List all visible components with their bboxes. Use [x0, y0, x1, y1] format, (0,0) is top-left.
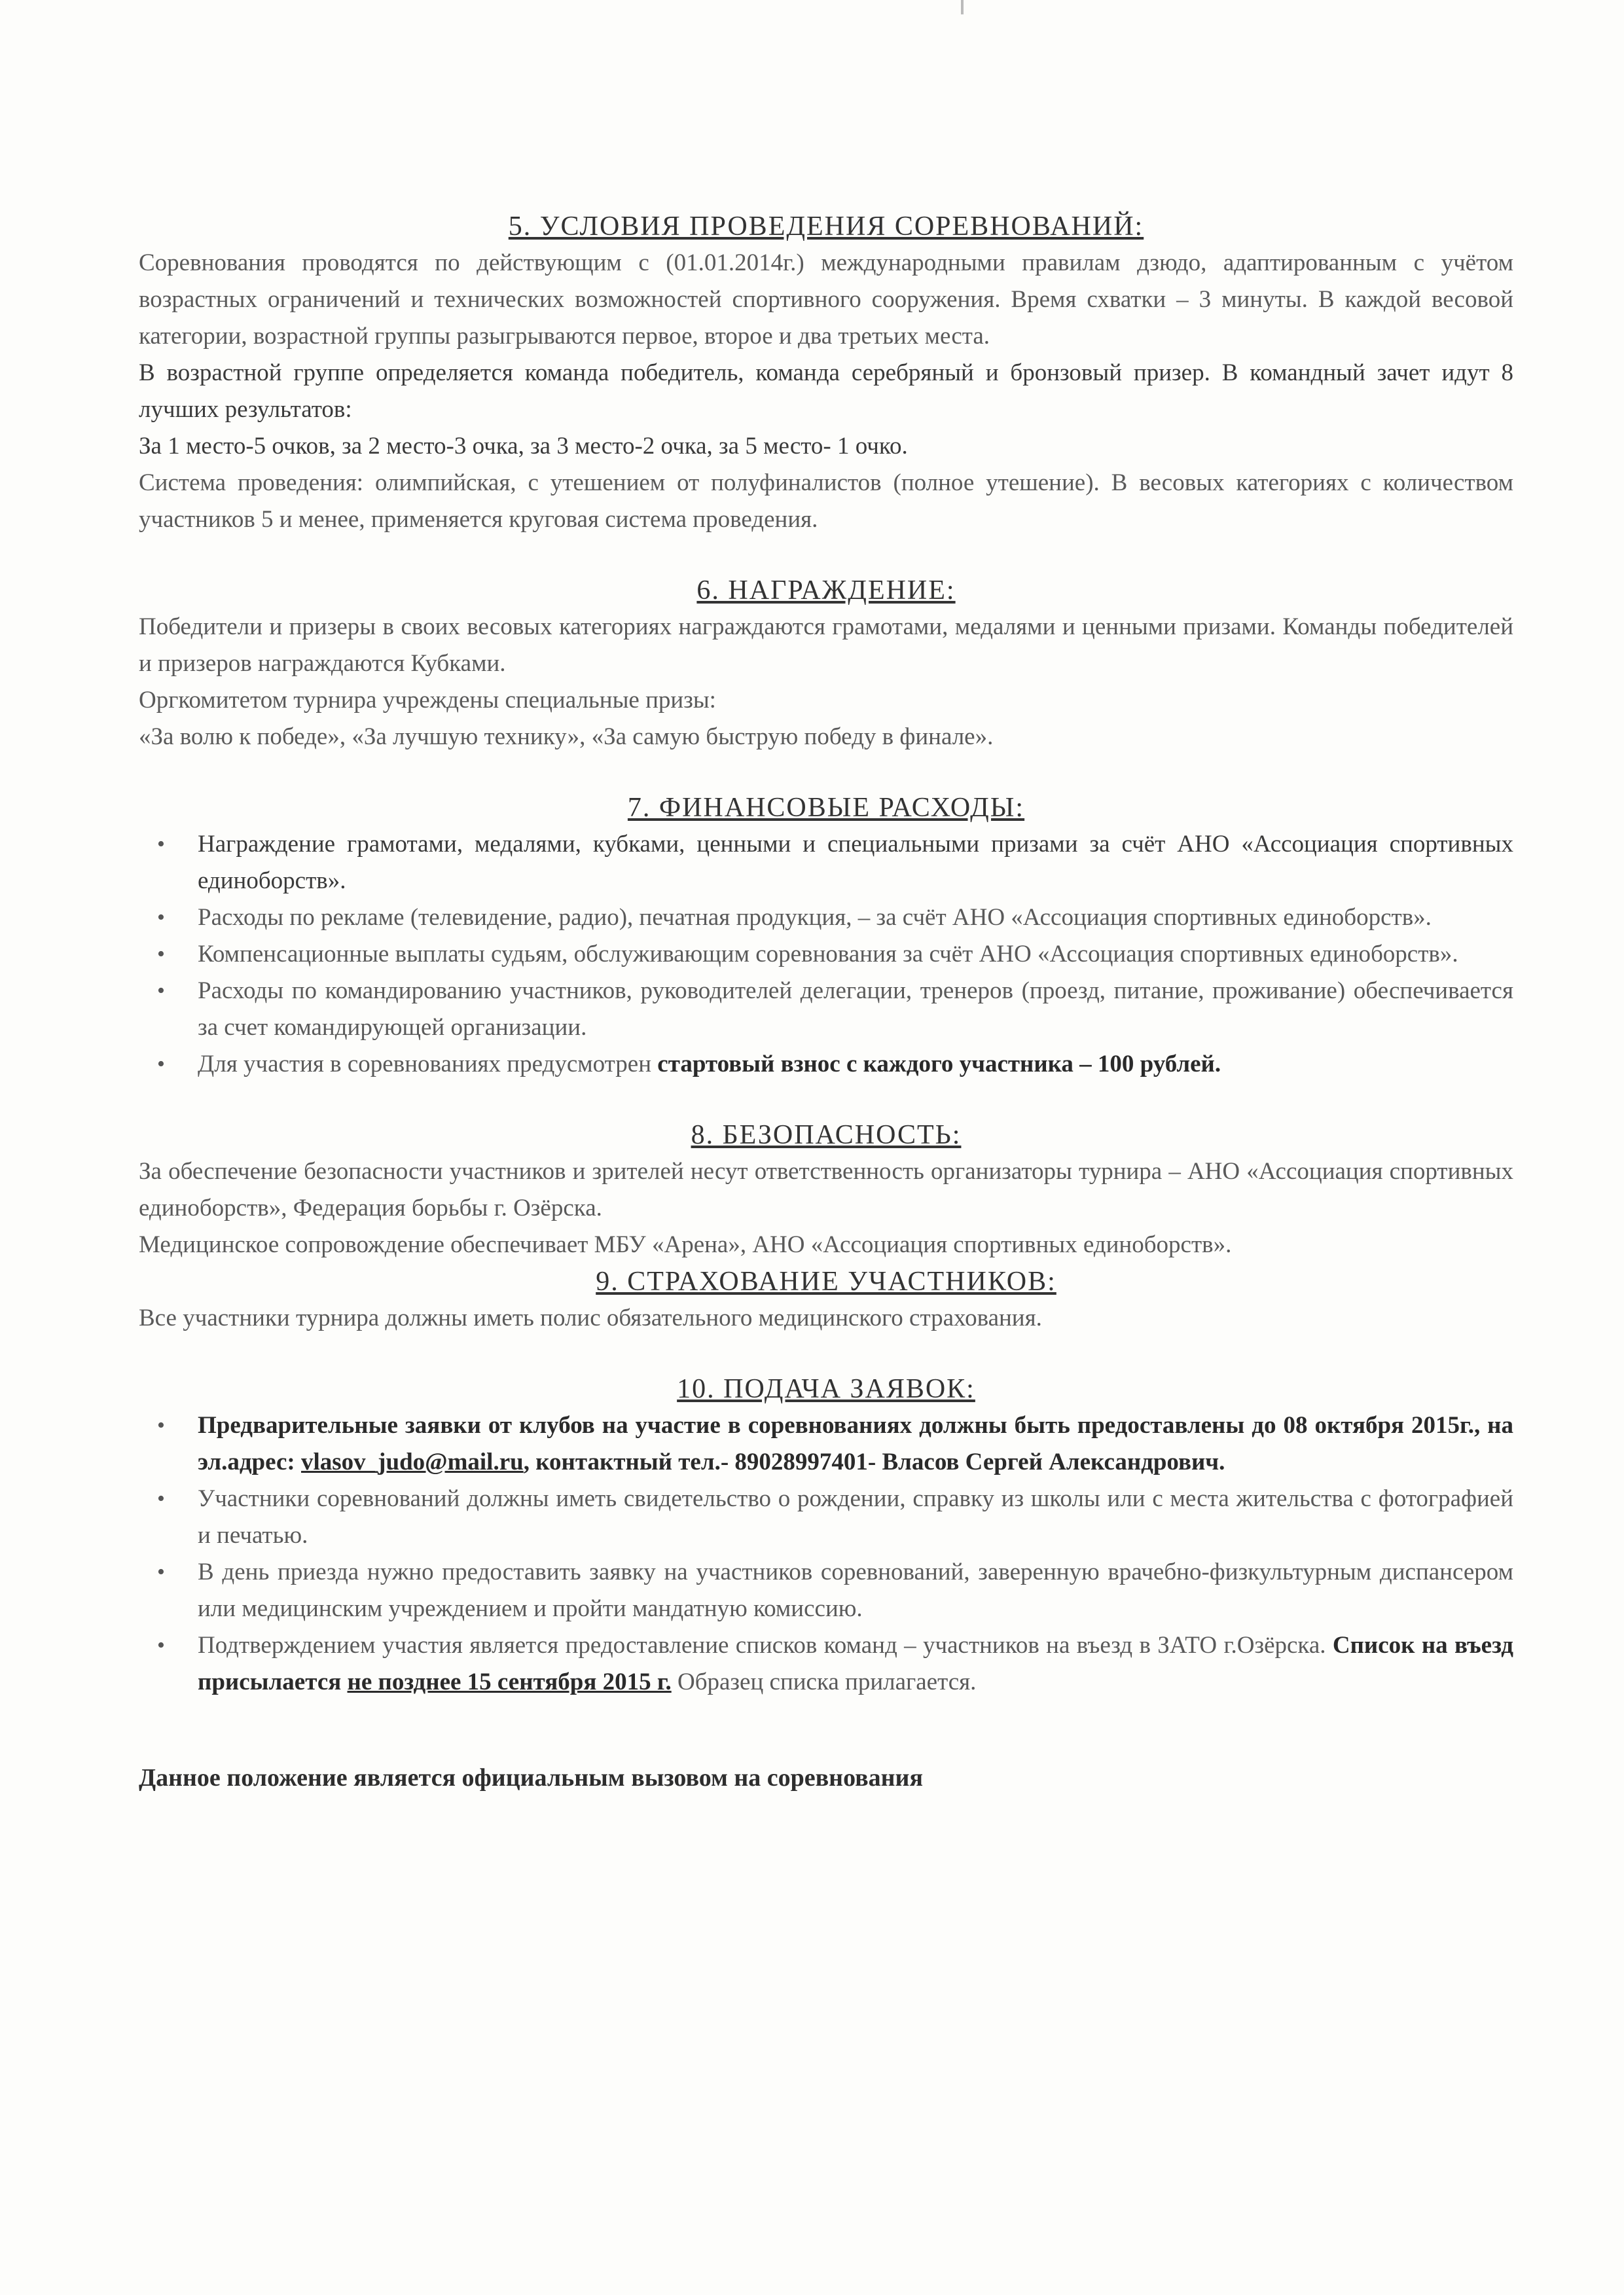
- list-item: [139, 1407, 1513, 1481]
- list-item-text: Участники соревнований должны иметь свидетельство о рождении, справку из школы или с места жительства с фотографией и печатью.: [198, 1485, 1513, 1549]
- bullet-icon: •: [157, 1413, 165, 1437]
- section-finance: [139, 789, 1513, 1083]
- bullet-list: [139, 826, 1513, 1083]
- paragraph: Медицинское сопровождение обеспечивает МБУ «Арена», АНО «Ассоциация спортивных единоборств».: [139, 1231, 1232, 1258]
- section-insurance: [139, 1263, 1513, 1337]
- bullet-list: [139, 1407, 1513, 1701]
- paragraph: В возрастной группе определяется команда победитель, команда серебряный и бронзовый призер. В командный зачет идут 8 лучших результатов:: [139, 359, 1513, 423]
- section-heading: 10. ПОДАЧА ЗАЯВОК:: [677, 1374, 975, 1404]
- bullet-icon: •: [157, 905, 165, 930]
- paragraph: Соревнования проводятся по действующим с (01.01.2014г.) международными правилам дзюдо, адаптированным с учётом возрастных ограничений и технических возможностей спортивного сооружения. Время схватки – 3 минуты. В каждой весовой категории, возрастной группы разыгрываются первое, второе и два третьих места.: [139, 249, 1513, 350]
- paragraph: Оргкомитетом турнира учреждены специальные призы:: [139, 687, 716, 714]
- paragraph: Система проведения: олимпийская, с утешением от полуфиналистов (полное утешение). В весовых категориях с количеством участников 5 и менее, применяется круговая система проведения.: [139, 469, 1513, 533]
- paragraph: Победители и призеры в своих весовых категориях награждаются грамотами, медалями и ценными призами. Команды победителей и призеров награждаются Кубками.: [139, 613, 1513, 677]
- list-item-text: Расходы по командированию участников, руководителей делегации, тренеров (проезд, питание, проживание) обеспечивается за счет командирующей организации.: [198, 977, 1513, 1041]
- document-body: [139, 208, 1513, 1821]
- bullet-icon: •: [157, 1487, 165, 1511]
- list-item-text: Компенсационные выплаты судьям, обслуживающим соревнования за счёт АНО «Ассоциация спортивных единоборств».: [198, 941, 1458, 967]
- paragraph: За 1 место-5 очков, за 2 место-3 очка, за 3 место-2 очка, за 5 место- 1 очко.: [139, 433, 908, 460]
- deadline-text: не позднее 15 сентября 2015 г.: [347, 1669, 672, 1695]
- list-item: [139, 1481, 1513, 1554]
- list-item-text: Подтверждением участия является предоставление списков команд – участников на въезд в ЗАТО г.Озёрска.: [198, 1632, 1333, 1659]
- bullet-icon: •: [157, 942, 165, 966]
- list-item-text: Список на въезд присылается: [198, 1632, 1513, 1695]
- paragraph: «За волю к победе», «За лучшую технику», «За самую быструю победу в финале».: [139, 723, 994, 750]
- bullet-icon: •: [157, 1633, 165, 1657]
- bullet-icon: •: [157, 979, 165, 1003]
- scan-mark: [961, 0, 964, 14]
- section-heading: 9. СТРАХОВАНИЕ УЧАСТНИКОВ:: [596, 1267, 1056, 1297]
- list-item-text: Награждение грамотами, медалями, кубками, ценными и специальными призами за счёт АНО «Ассоциация спортивных единоборств».: [198, 831, 1513, 894]
- list-item-text: Расходы по рекламе (телевидение, радио), печатная продукция, – за счёт АНО «Ассоциация спортивных единоборств».: [198, 904, 1432, 931]
- paragraph: Все участники турнира должны иметь полис обязательного медицинского страхования.: [139, 1305, 1042, 1331]
- section-awards: [139, 572, 1513, 755]
- list-item: [139, 1627, 1513, 1701]
- list-item: [139, 973, 1513, 1046]
- paragraph: За обеспечение безопасности участников и зрителей несут ответственность организаторы турнира – АНО «Ассоциация спортивных единоборств», Федерация борьбы г. Озёрска.: [139, 1158, 1513, 1221]
- bullet-icon: •: [157, 1560, 165, 1584]
- list-item: [139, 826, 1513, 899]
- section-heading: 7. ФИНАНСОВЫЕ РАСХОДЫ:: [627, 793, 1025, 823]
- list-item: [139, 1046, 1513, 1083]
- section-safety: [139, 1117, 1513, 1263]
- list-item: [139, 936, 1513, 973]
- list-item-text: , контактный тел.- 89028997401- Власов Сергей Александрович.: [523, 1449, 1225, 1475]
- section-heading: 6. НАГРАЖДЕНИЕ:: [696, 575, 956, 605]
- section-heading: 5. УСЛОВИЯ ПРОВЕДЕНИЯ СОРЕВНОВАНИЙ:: [508, 211, 1144, 242]
- list-item-text: В день приезда нужно предоставить заявку на участников соревнований, заверенную врачебно-физкультурным диспансером или медицинским учреждением и пройти мандатную комиссию.: [198, 1559, 1513, 1622]
- email-link[interactable]: vlasov_judo@mail.ru: [301, 1449, 524, 1475]
- section-applications: [139, 1371, 1513, 1701]
- list-item-text: Для участия в соревнованиях предусмотрен: [198, 1051, 658, 1077]
- bullet-icon: •: [157, 1052, 165, 1076]
- section-heading: 8. БЕЗОПАСНОСТЬ:: [691, 1120, 962, 1150]
- list-item-text: Образец списка прилагается.: [671, 1669, 977, 1695]
- bullet-icon: •: [157, 832, 165, 856]
- section-conditions: [139, 208, 1513, 538]
- entry-fee-text: стартовый взнос с каждого участника – 100 рублей.: [657, 1051, 1221, 1077]
- list-item: [139, 899, 1513, 936]
- list-item-text: Предварительные заявки от клубов на участие в соревнованиях должны быть предоставлены до 08 октября 2015г., на эл.адрес:: [198, 1412, 1513, 1475]
- footer-note: Данное положение является официальным вызовом на соревнования: [139, 1764, 924, 1792]
- list-item: [139, 1554, 1513, 1627]
